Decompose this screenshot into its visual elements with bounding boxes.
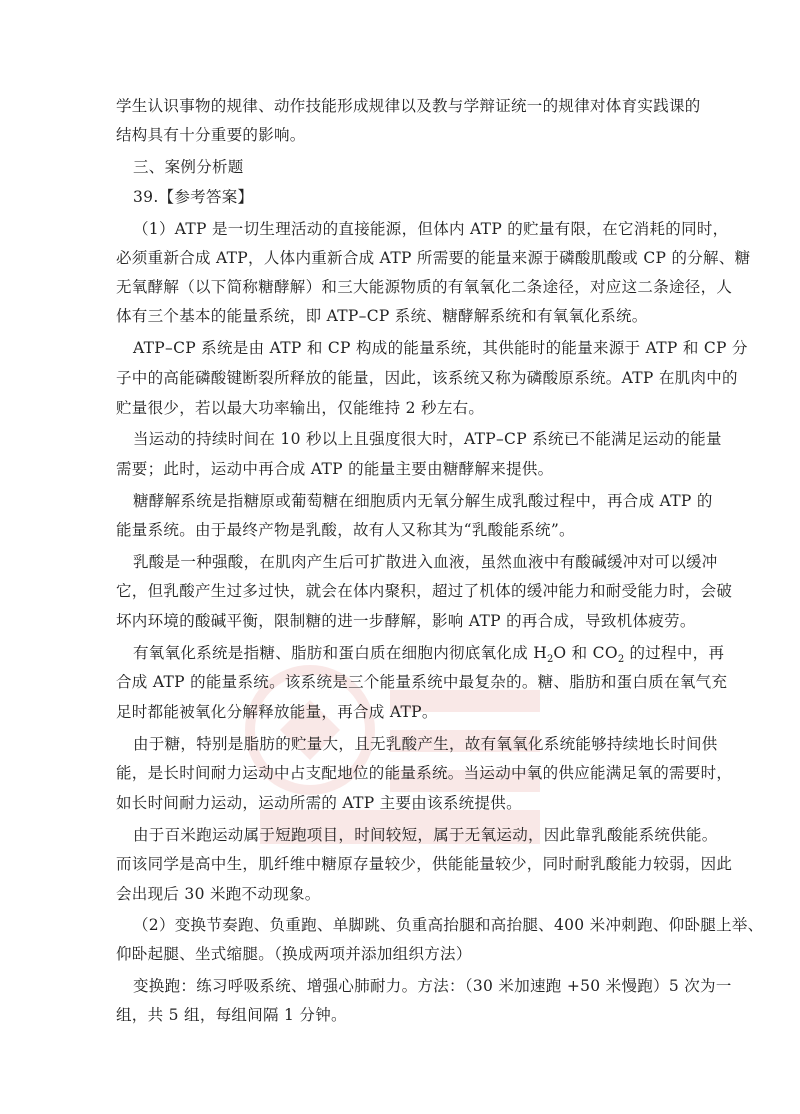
text-line: 乳酸是一种强酸，在肌肉产生后可扩散进入血液，虽然血液中有酸碱缓冲对可以缓冲 [133,553,718,571]
text-line: 能，是长时间耐力运动中占支配地位的能量系统。当运动中氧的供应能满足氧的需要时， [116,764,733,782]
text-line: 由于糖，特别是脂肪的贮量大，且无乳酸产生，故有氧氧化系统能够持续地长时间供 [133,735,718,753]
text-line: 结构具有十分重要的影响。 [116,126,306,144]
text-line: 当运动的持续时间在 10 秒以上且强度很大时，ATP–CP 系统已不能满足运动的能量 [133,430,722,448]
text-line: ATP–CP 系统是由 ATP 和 CP 构成的能量系统，其供能时的能量来源于 ATP 和 CP 分 [133,339,748,357]
text-line-with-formula [133,643,724,666]
subscript: 2 [617,654,625,665]
text-line: 贮量很少，若以最大功率输出，仅能维持 2 秒左右。 [116,399,485,417]
text-line: 会出现后 30 米跑不动现象。 [116,885,321,903]
subscript: 2 [547,654,554,665]
text-line: 学生认识事物的规律、动作技能形成规律以及教与学辩证统一的规律对体育实践课的 [116,97,701,115]
text-line: 仰卧起腿、坐式缩腿。（换成两项并添加组织方法） [116,945,472,963]
text-line: 坏内环境的酸碱平衡，限制糖的进一步酵解，影响 ATP 的再合成，导致机体疲劳。 [116,612,696,630]
text-line: 如长时间耐力运动，运动所需的 ATP 主要由该系统提供。 [116,794,522,812]
line-text-mid: O 和 CO [553,644,618,662]
text-line: （1）ATP 是一切生理活动的直接能源，但体内 ATP 的贮量有限，在它消耗的同时， [133,220,729,238]
text-line: 变换跑：练习呼吸系统、增强心肺耐力。方法：（30 米加速跑 +50 米慢跑）5 次为一 [133,977,732,995]
text-line: 由于百米跑运动属于短跑项目，时间较短，属于无氧运动，因此靠乳酸能系统供能。 [133,826,718,844]
line-text-pre: 有氧氧化系统是指糖、脂肪和蛋白质在细胞内彻底氧化成 H [133,644,548,662]
question-number: 39.【参考答案】 [133,188,254,206]
text-line: 合成 ATP 的能量系统。该系统是三个能量系统中最复杂的。糖、脂肪和蛋白质在氧气充 [116,673,728,691]
line-text-post: 的过程中，再 [624,644,725,662]
text-line: （2）变换节奏跑、负重跑、单脚跳、负重高抬腿和高抬腿、400 米冲刺跑、仰卧腿上举、 [133,916,764,934]
text-line: 组，共 5 组，每组间隔 1 分钟。 [116,1006,347,1024]
text-line: 糖酵解系统是指糖原或葡萄糖在细胞质内无氧分解生成乳酸过程中，再合成 ATP 的 [133,492,713,510]
text-line: 子中的高能磷酸键断裂所释放的能量，因此，该系统又称为磷酸原系统。ATP 在肌肉中的 [116,369,738,387]
text-line: 无氧酵解（以下简称糖酵解）和三大能源物质的有氧氧化二条途径，对应这二条途径，人 [116,278,733,296]
text-line: 而该同学是高中生，肌纤维中糖原存量较少，供能能量较少，同时耐乳酸能力较弱，因此 [116,855,733,873]
text-line: 需要；此时，运动中再合成 ATP 的能量主要由糖酵解来提供。 [116,460,554,478]
text-line: 它，但乳酸产生过多过快，就会在体内聚积，超过了机体的缓冲能力和耐受能力时，会破 [116,582,733,600]
text-line: 足时都能被氧化分解释放能量，再合成 ATP。 [116,703,438,721]
text-line: 必须重新合成 ATP，人体内重新合成 ATP 所需要的能量来源于磷酸肌酸或 CP 的分解、糖 [116,249,751,267]
section-heading: 三、案例分析题 [133,158,244,176]
text-line: 能量系统。由于最终产物是乳酸，故有人又称其为“乳酸能系统”。 [116,521,575,539]
text-line: 体有三个基本的能量系统，即 ATP–CP 系统、糖酵解系统和有氧氧化系统。 [116,307,648,325]
